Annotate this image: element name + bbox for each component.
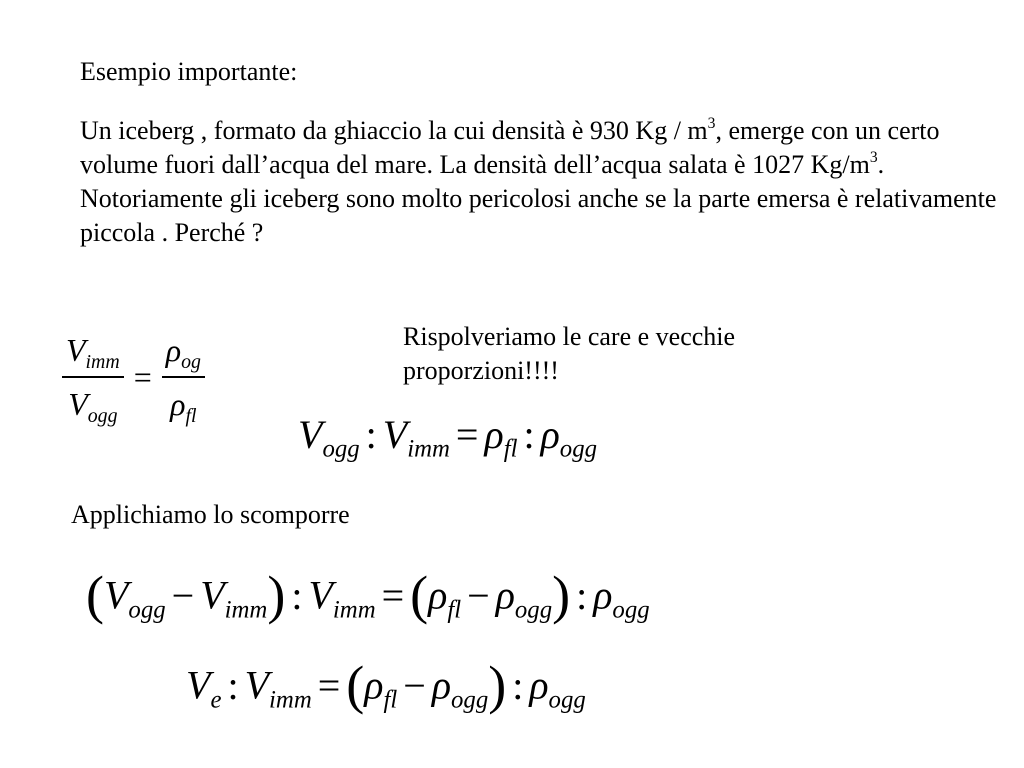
- density-fraction: [162, 328, 205, 426]
- fraction-denominator: $\rho_{fl}$: [170, 386, 197, 427]
- superscript-3: 3: [869, 149, 878, 167]
- ratio-formula: [62, 322, 205, 432]
- fraction-numerator: $V_{imm}$: [66, 332, 120, 373]
- emerged-volume-equation: $V_e$ : $V_{imm} = (\rho_{fl} - \rho_{ogg})$ : $\rho_{ogg}$: [186, 655, 586, 715]
- apply-label: Applichiamo lo scomporre: [71, 500, 350, 529]
- note-text: Rispolveriamo le care e vecchie proporzioni!!!!: [403, 322, 736, 385]
- fraction-numerator: $\rho_{og}$: [165, 332, 201, 373]
- fraction-denominator: $V_{ogg}$: [68, 386, 118, 427]
- heading: Esempio importante:: [80, 57, 298, 86]
- superscript-3: 3: [707, 115, 716, 133]
- problem-text: [80, 114, 1000, 250]
- problem-paragraph: [80, 114, 1000, 250]
- problem-text-part3: . Notoriamente gli iceberg sono molto pericolosi anche se la parte emersa è relativamente piccola . Perché ?: [80, 150, 997, 247]
- problem-text-part1: Un iceberg , formato da ghiaccio la cui densità è 930 Kg / m: [80, 116, 708, 145]
- problem-text-part2: , emerge con un certo volume fuori dall’acqua del mare. La densità dell’acqua salata è 1027 Kg/m: [80, 116, 940, 179]
- proportion-equation: $V_{ogg}$ : $V_{imm} = \rho_{fl}$ : $\rho_{ogg}$: [298, 412, 597, 463]
- volume-fraction: [62, 328, 124, 426]
- decomposed-equation: $(V_{ogg} - V_{imm})$ : $V_{imm} = (\rho_{fl} - \rho_{ogg})$ : $\rho_{ogg}$: [86, 565, 650, 625]
- equals-sign: =: [133, 358, 152, 395]
